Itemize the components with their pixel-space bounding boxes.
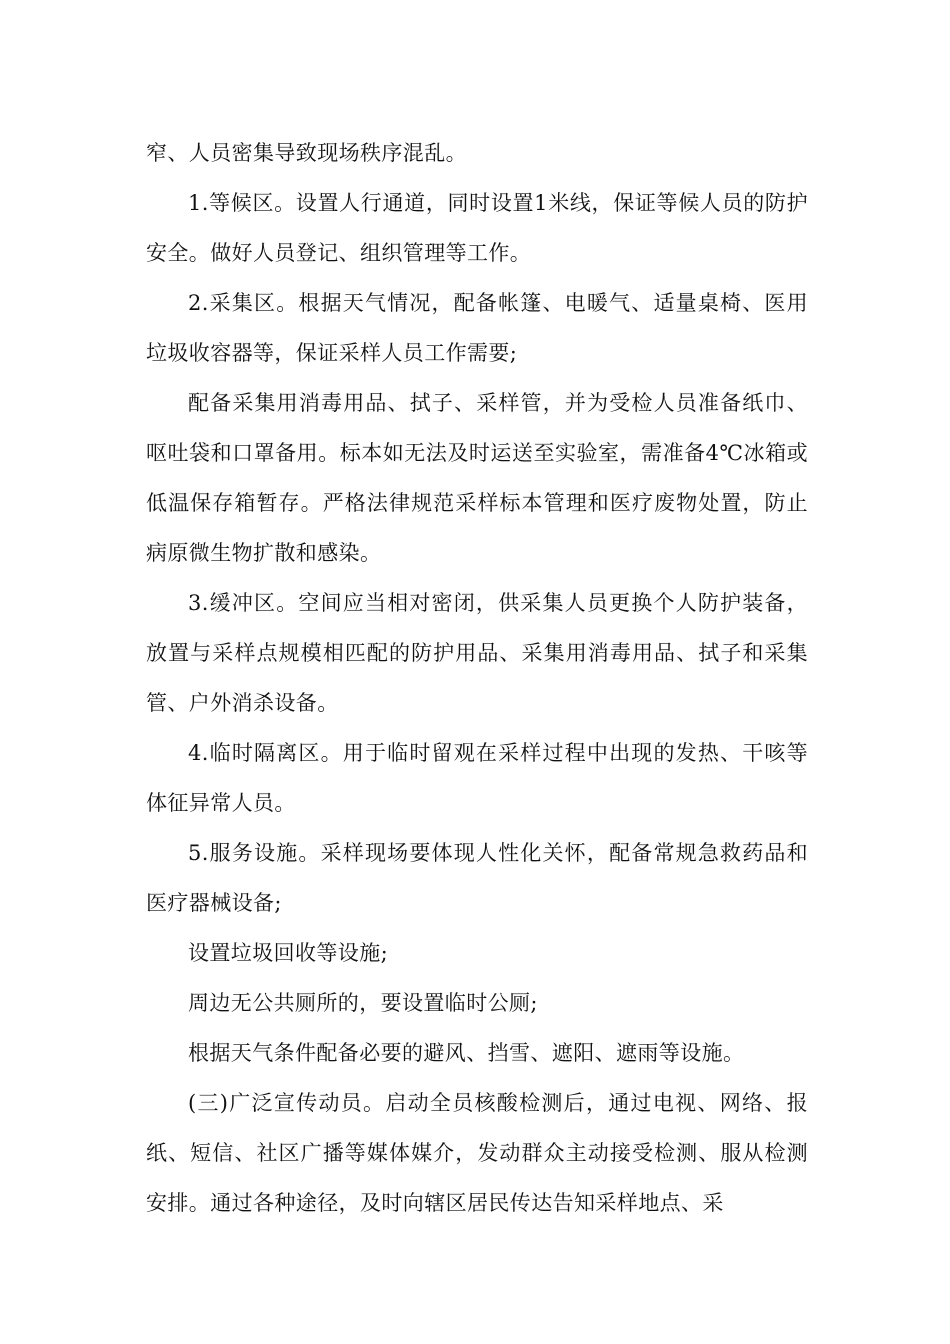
- paragraph-temporary-toilets: 周边无公共厕所的，要设置临时公厕;: [188, 991, 538, 1015]
- paragraph-waiting-area: 1.等候区。设置人行通道，同时设置1米线，保证等候人员的防护安全。做好人员登记、组织管理等工作。: [146, 191, 808, 265]
- paragraph-continuation: 窄、人员密集导致现场秩序混乱。: [146, 141, 467, 165]
- paragraph-service-facilities: 5.服务设施。采样现场要体现人性化关怀，配备常规急救药品和医疗器械设备;: [146, 841, 808, 915]
- paragraph-isolation-area: 4.临时隔离区。用于临时留观在采样过程中出现的发热、干咳等体征异常人员。: [146, 741, 808, 815]
- paragraph-collection-supplies: 配备采集用消毒用品、拭子、采样管，并为受检人员准备纸巾、呕吐袋和口罩备用。标本如无法及时运送至实验室，需准备4℃冰箱或低温保存箱暂存。严格法律规范采样标本管理和医疗废物处置，防止病原微生物扩散和感染。: [146, 391, 808, 565]
- paragraph-buffer-area: 3.缓冲区。空间应当相对密闭，供采集人员更换个人防护装备，放置与采样点规模相匹配的防护用品、采集用消毒用品、拭子和采集管、户外消杀设备。: [146, 591, 808, 715]
- document-body: [146, 128, 808, 1228]
- paragraph-publicity-mobilization: (三)广泛宣传动员。启动全员核酸检测后，通过电视、网络、报纸、短信、社区广播等媒体媒介，发动群众主动接受检测、服从检测安排。通过各种途径，及时向辖区居民传达告知采样地点、采: [146, 1091, 808, 1215]
- paragraph-weather-facilities: 根据天气条件配备必要的避风、挡雪、遮阳、遮雨等设施。: [188, 1041, 745, 1065]
- paragraph-garbage-facilities: 设置垃圾回收等设施;: [188, 941, 389, 965]
- paragraph-collection-area: 2.采集区。根据天气情况，配备帐篷、电暖气、适量桌椅、医用垃圾收容器等，保证采样人员工作需要;: [146, 291, 808, 365]
